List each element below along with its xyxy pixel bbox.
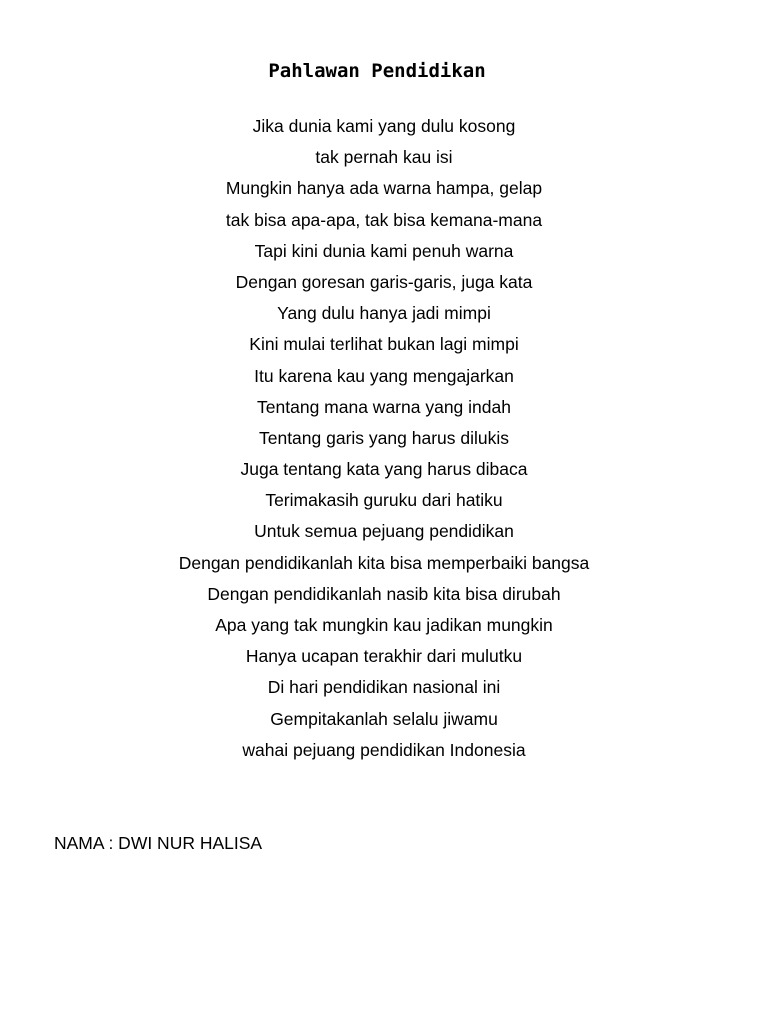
poem-line: Gempitakanlah selalu jiwamu [270,708,498,729]
poem-line: Dengan pendidikanlah kita bisa memperbaiki bangsa [178,552,590,573]
poem-line: Yang dulu hanya jadi mimpi [277,303,491,324]
poem-line: tak pernah kau isi [315,147,453,168]
poem-line: Untuk semua pejuang pendidikan [254,521,514,542]
poem-line: Tentang mana warna yang indah [257,396,511,417]
poem-body [0,111,768,766]
poem-title: Pahlawan Pendidikan [268,60,486,82]
author-name: NAMA : DWI NUR HALISA [54,833,263,853]
poem-line: tak bisa apa-apa, tak bisa kemana-mana [225,209,543,230]
poem-line: Hanya ucapan terakhir dari mulutku [245,646,523,667]
poem-line: Dengan goresan garis-garis, juga kata [235,271,533,292]
poem-line: Dengan pendidikanlah nasib kita bisa dirubah [207,583,561,604]
poem-line: Juga tentang kata yang harus dibaca [240,459,528,480]
poem-line: wahai pejuang pendidikan Indonesia [242,739,526,760]
poem-line: Di hari pendidikan nasional ini [267,677,501,698]
poem-line: Tentang garis yang harus dilukis [258,427,509,448]
poem-line: Apa yang tak mungkin kau jadikan mungkin [215,615,553,635]
poem-line: Tapi kini dunia kami penuh warna [254,240,514,261]
poem-line: Itu karena kau yang mengajarkan [254,365,514,386]
poem-line: Jika dunia kami yang dulu kosong [252,116,516,136]
poem-line: Terimakasih guruku dari hatiku [265,490,503,511]
poem-line: Mungkin hanya ada warna hampa, gelap [225,178,543,199]
poem-line: Kini mulai terlihat bukan lagi mimpi [249,334,519,355]
